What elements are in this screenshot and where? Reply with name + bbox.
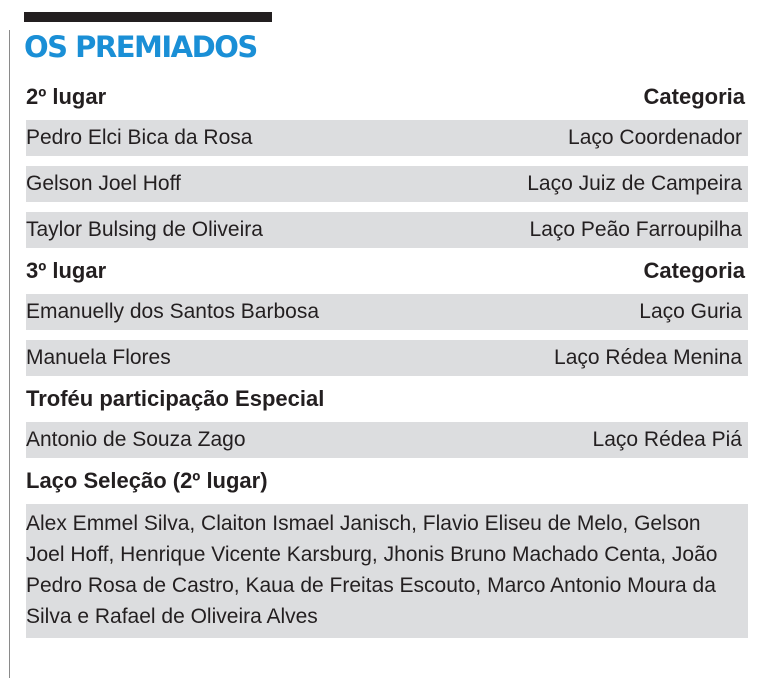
awardee-name: Gelson Joel Hoff xyxy=(26,172,181,195)
section-header-selecao xyxy=(26,458,748,504)
awardee-name: Antonio de Souza Zago xyxy=(26,428,246,451)
section-heading: Laço Seleção (2º lugar) xyxy=(26,468,268,493)
awardee-name: Manuela Flores xyxy=(26,346,171,369)
section-header-special-trophy xyxy=(26,376,748,422)
selecao-names-block: Alex Emmel Silva, Claiton Ismael Janisch, Flavio Eliseu de Melo, Gelson Joel Hoff, Henrique Vicente Karsburg, Jhonis Bruno Machado Centa, João Pedro Rosa de Castro, Kaua de Freitas Escouto, Marco Antonio Moura da Silva e Rafael de Oliveira Alves xyxy=(26,504,748,638)
awardee-category: Laço Juiz de Campeira xyxy=(527,172,742,195)
awardee-category: Laço Rédea Menina xyxy=(554,346,742,369)
awardee-category: Laço Peão Farroupilha xyxy=(529,218,742,241)
table-row xyxy=(26,212,748,248)
awardee-name: Emanuelly dos Santos Barbosa xyxy=(26,300,320,323)
page-title: OS PREMIADOS xyxy=(24,30,257,64)
awardee-category: Laço Rédea Piá xyxy=(592,428,742,451)
table-row xyxy=(26,120,748,156)
section-heading: Troféu participação Especial xyxy=(26,386,325,411)
table-row xyxy=(26,294,748,330)
section-header-3rd-place xyxy=(26,248,748,294)
awardee-category: Laço Coordenador xyxy=(568,126,742,149)
column-heading: Categoria xyxy=(643,84,745,109)
awardee-category: Laço Guria xyxy=(639,300,742,323)
awardee-name: Taylor Bulsing de Oliveira xyxy=(26,218,263,241)
awardee-name: Pedro Elci Bica da Rosa xyxy=(26,126,253,149)
table-row xyxy=(26,340,748,376)
section-header-2nd-place xyxy=(26,74,748,120)
table-row xyxy=(26,166,748,202)
awards-table xyxy=(26,74,748,638)
top-rule-bar xyxy=(24,12,272,22)
section-heading: 2º lugar xyxy=(26,84,107,109)
section-heading: 3º lugar xyxy=(26,258,107,283)
left-vertical-rule xyxy=(9,30,10,678)
column-heading: Categoria xyxy=(643,258,745,283)
table-row xyxy=(26,422,748,458)
